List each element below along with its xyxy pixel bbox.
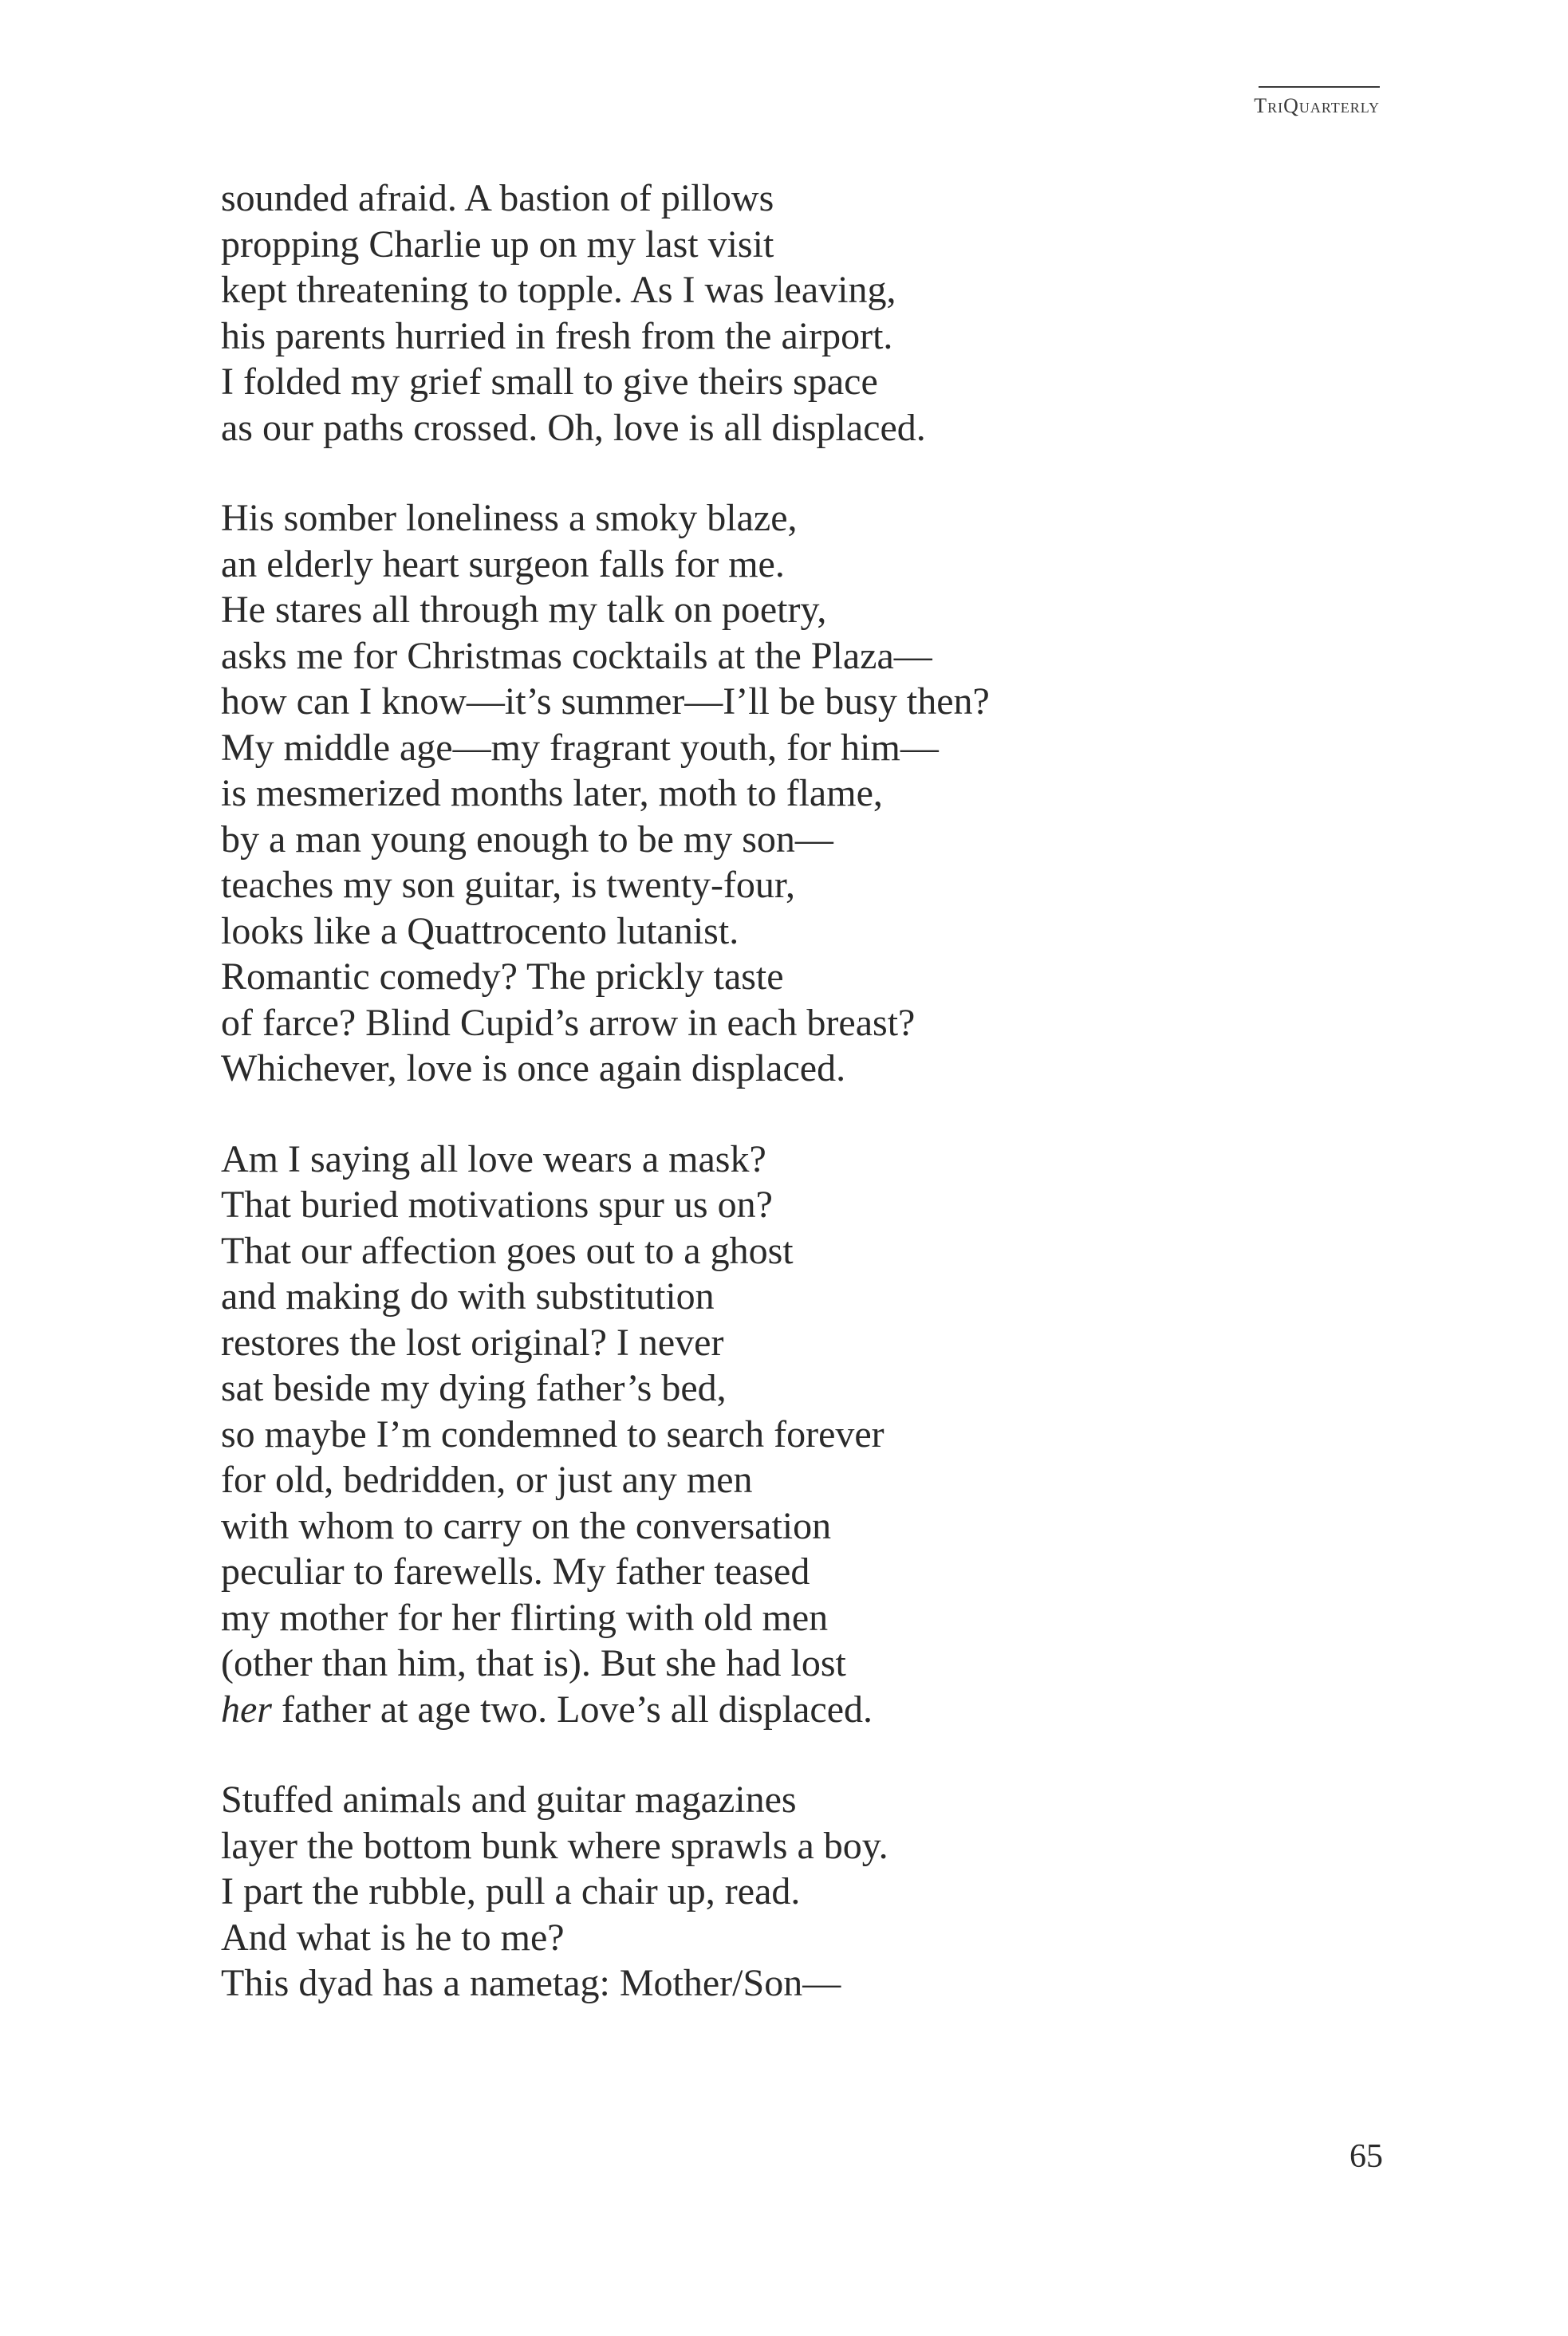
poem-line: how can I know—it’s summer—I’ll be busy then?: [221, 680, 990, 723]
poem-line: restores the lost original? I never: [221, 1321, 724, 1364]
poem-line: looks like a Quattrocento lutanist.: [221, 909, 739, 952]
stanza-4: [221, 1777, 1377, 2007]
poem-body: [221, 175, 1377, 2051]
poem-line: My middle age—my fragrant youth, for him—: [221, 726, 939, 769]
stanza-2: [221, 495, 1377, 1092]
poem-line: This dyad has a nametag: Mother/Son—: [221, 1962, 841, 2004]
stanza-3: [221, 1136, 1377, 1733]
poem-line: is mesmerized months later, moth to flame,: [221, 772, 883, 814]
poem-line: sat beside my dying father’s bed,: [221, 1367, 727, 1409]
poem-line: Stuffed animals and guitar magazines: [221, 1779, 797, 1821]
poem-line: His somber loneliness a smoky blaze,: [221, 497, 798, 539]
poem-line: layer the bottom bunk where sprawls a boy.: [221, 1824, 888, 1867]
poem-line: and making do with substitution: [221, 1275, 715, 1318]
poem-line: And what is he to me?: [221, 1916, 565, 1959]
poem-line: [221, 1687, 1377, 1733]
poem-line: I part the rubble, pull a chair up, read.: [221, 1870, 801, 1913]
poem-line: my mother for her flirting with old men: [221, 1596, 829, 1639]
poem-italic-word: her: [221, 1688, 272, 1731]
poem-line: (other than him, that is). But she had lost: [221, 1642, 846, 1684]
poem-line: Am I saying all love wears a mask?: [221, 1137, 766, 1180]
poem-line: That our affection goes out to a ghost: [221, 1229, 794, 1272]
poem-line: by a man young enough to be my son—: [221, 817, 833, 861]
running-head: TriQuarterly: [1254, 94, 1380, 117]
poem-line: That buried motivations spur us on?: [221, 1184, 773, 1226]
poem-line: kept threatening to topple. As I was leaving,: [221, 269, 896, 311]
poem-line: teaches my son guitar, is twenty-four,: [221, 864, 795, 906]
poem-line: as our paths crossed. Oh, love is all displaced.: [221, 406, 926, 449]
poem-line: Whichever, love is once again displaced.: [221, 1047, 846, 1089]
poem-line: for old, bedridden, or just any men: [221, 1459, 753, 1501]
poem-line: sounded afraid. A bastion of pillows: [221, 177, 774, 219]
poem-line: asks me for Christmas cocktails at the Plaza—: [221, 634, 932, 677]
stanza-1: [221, 175, 1377, 451]
poem-line: propping Charlie up on my last visit: [221, 223, 774, 266]
poem-line: of farce? Blind Cupid’s arrow in each breast?: [221, 1001, 916, 1044]
poem-line: so maybe I’m condemned to search forever: [221, 1412, 884, 1456]
poem-line: peculiar to farewells. My father teased: [221, 1550, 810, 1593]
poem-line: He stares all through my talk on poetry,: [221, 589, 827, 631]
poem-line: Romantic comedy? The prickly taste: [221, 955, 784, 998]
poem-line: his parents hurried in fresh from the airport.: [221, 314, 893, 357]
poem-line: with whom to carry on the conversation: [221, 1504, 832, 1547]
poem-line-rest: father at age two. Love’s all displaced.: [271, 1688, 873, 1731]
page-number: 65: [1349, 2138, 1383, 2175]
poem-line: an elderly heart surgeon falls for me.: [221, 542, 785, 585]
poem-line: I folded my grief small to give theirs space: [221, 360, 878, 403]
